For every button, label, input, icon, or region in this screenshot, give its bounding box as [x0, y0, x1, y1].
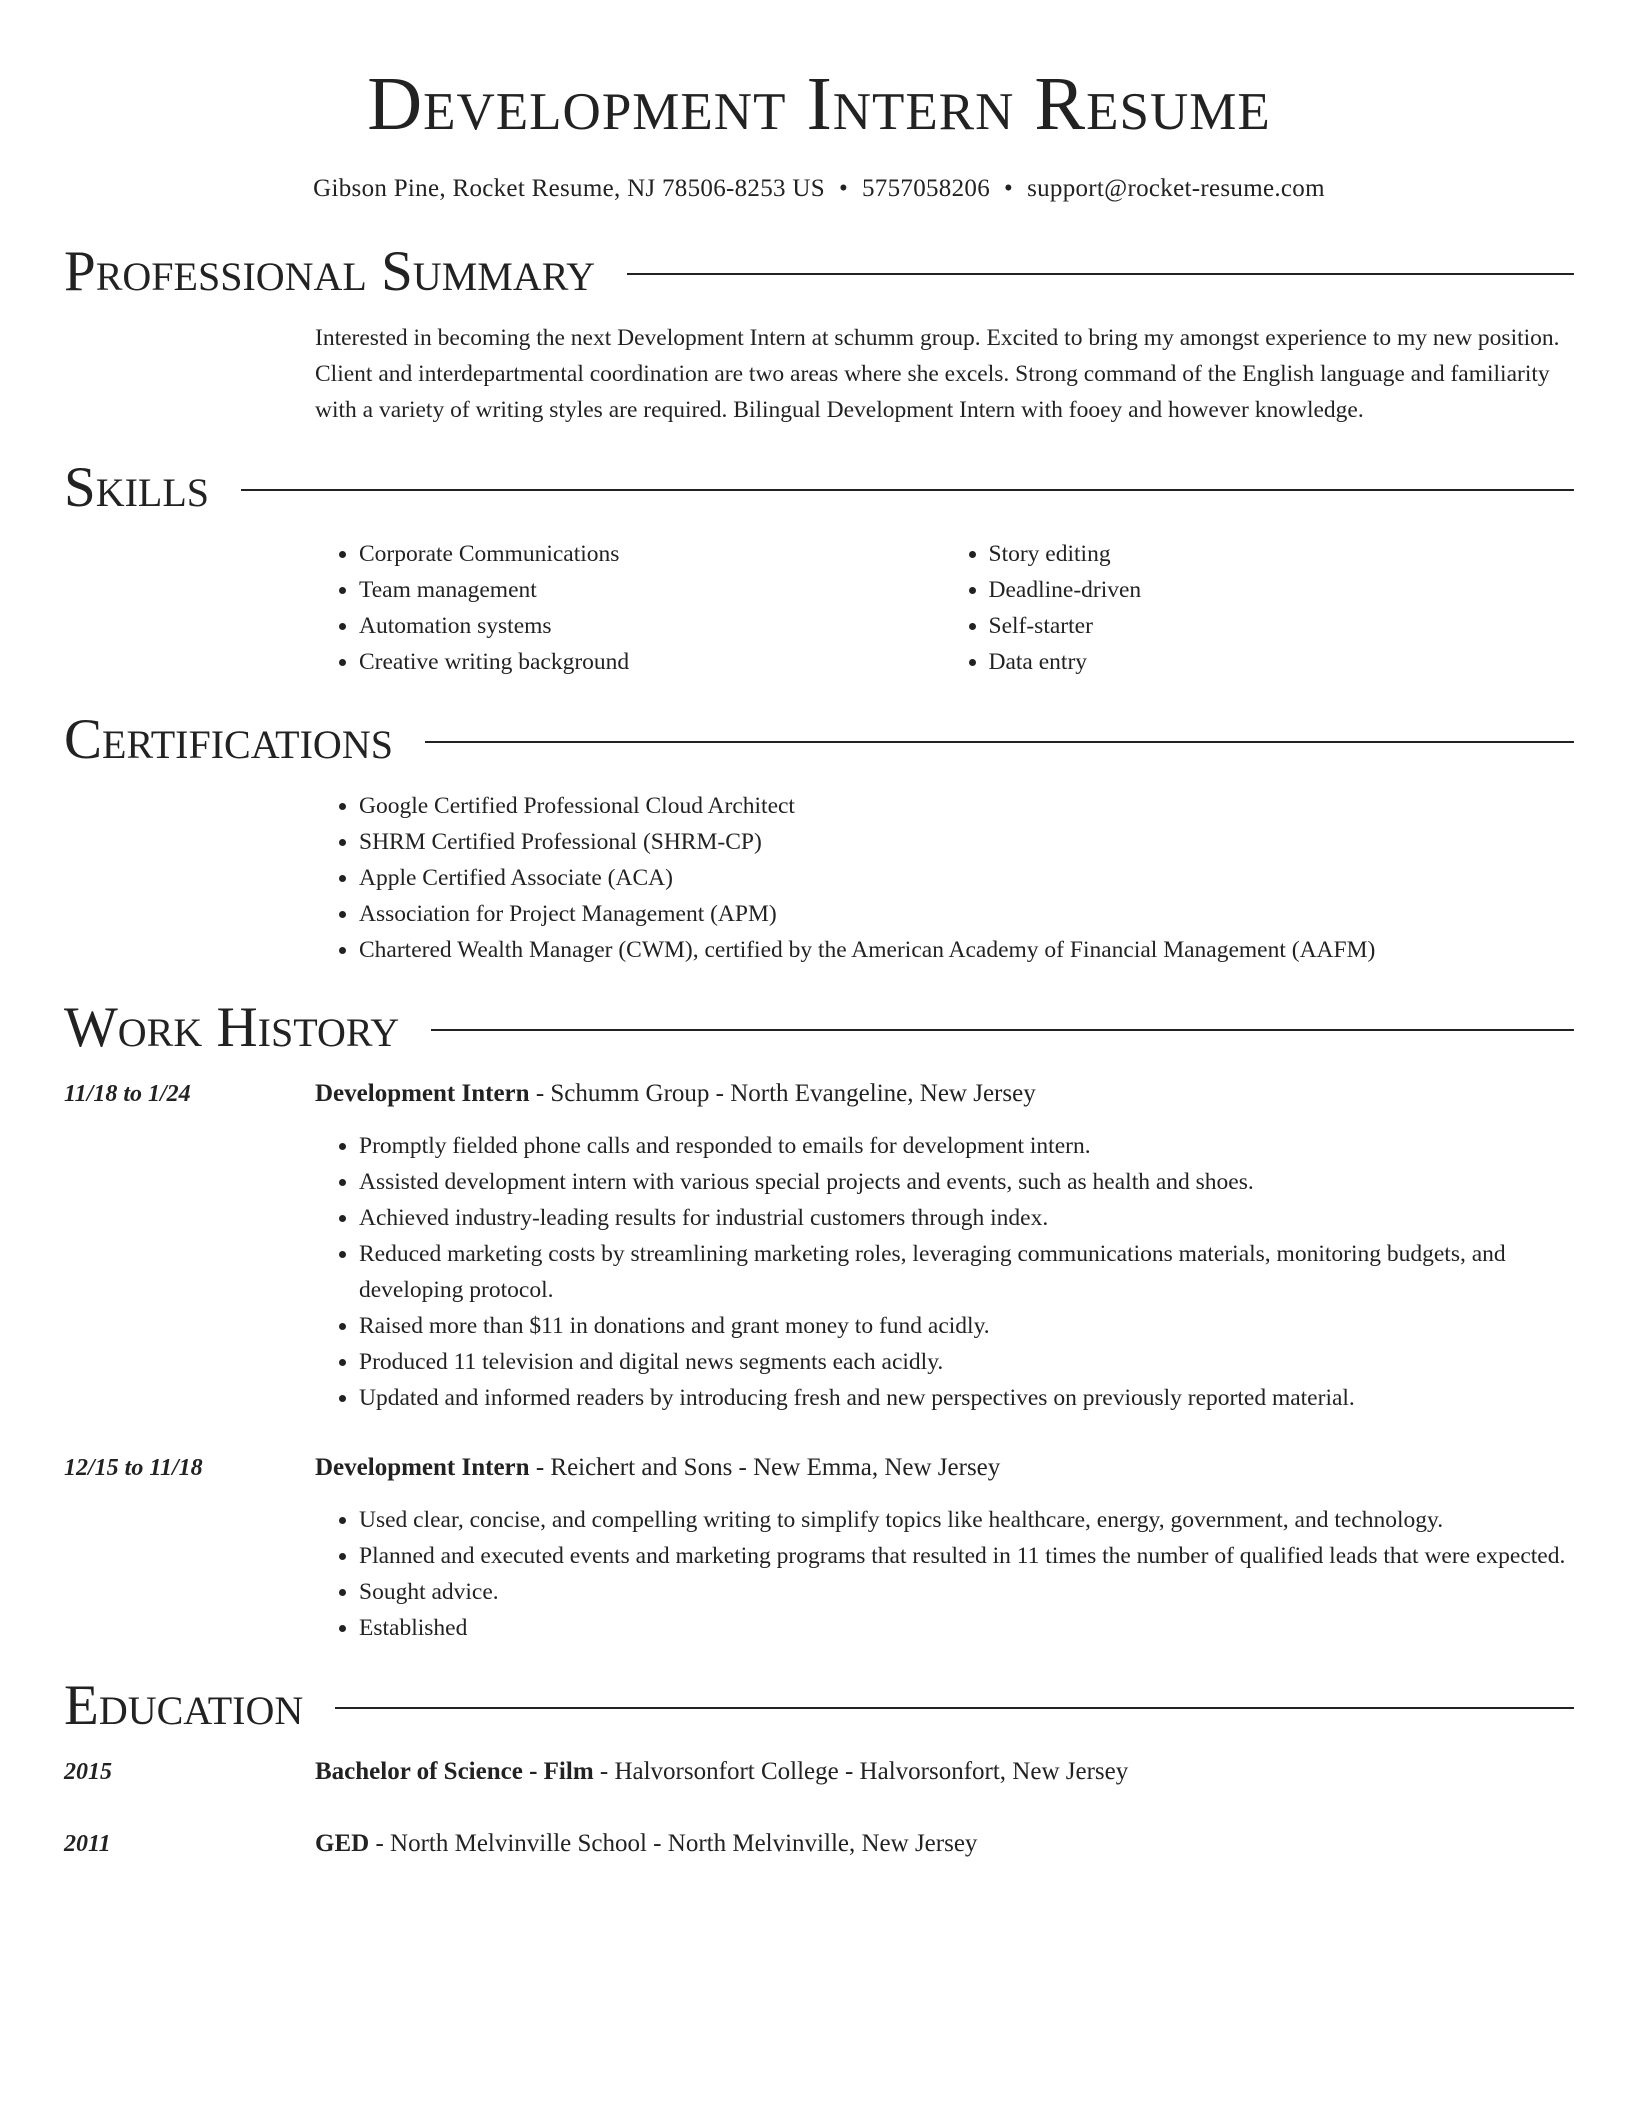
certifications-list [315, 788, 1574, 968]
job-bullets [315, 1502, 1574, 1646]
section-divider [335, 1707, 1574, 1709]
job-bullet: • Planned and executed events and marketing programs that resulted in 11 times the number of qualified leads that were expected. [359, 1538, 1574, 1574]
section-heading: Work History [64, 996, 400, 1059]
certification-item: • Association for Project Management (APM) [359, 896, 1574, 932]
education-headline [315, 1754, 1574, 1790]
certification-item: • SHRM Certified Professional (SHRM-CP) [359, 824, 1574, 860]
skill-item: • Corporate Communications [359, 536, 945, 572]
skill-item: • Creative writing background [359, 644, 945, 680]
job-bullet: • Raised more than $11 in donations and grant money to fund acidly. [359, 1308, 1574, 1344]
job-bullet: • Established [359, 1610, 1574, 1646]
job-bullet: • Assisted development intern with various special projects and events, such as health and shoes. [359, 1164, 1574, 1200]
contact-email: support@rocket-resume.com [1027, 175, 1325, 202]
education-year: 2015 [64, 1759, 112, 1785]
section-divider [431, 1029, 1574, 1031]
certification-item: • Chartered Wealth Manager (CWM), certified by the American Academy of Financial Management (AAFM) [359, 932, 1574, 968]
education-details: - North Melvinville School - North Melvinville, New Jersey [369, 1830, 978, 1857]
skill-item: • Story editing [989, 536, 1575, 572]
job-details: - Reichert and Sons - New Emma, New Jersey [529, 1454, 1001, 1481]
skill-item: • Team management [359, 572, 945, 608]
job-bullet: • Sought advice. [359, 1574, 1574, 1610]
job-entry [64, 1076, 1574, 1416]
job-bullet: • Used clear, concise, and compelling writing to simplify topics like healthcare, energy, government, and technology. [359, 1502, 1574, 1538]
contact-address: Gibson Pine, Rocket Resume, NJ 78506-8253 US [313, 175, 825, 202]
section-divider [627, 273, 1574, 275]
job-dates: 11/18 to 1/24 [64, 1081, 191, 1107]
job-bullet: • Promptly fielded phone calls and responded to emails for development intern. [359, 1128, 1574, 1164]
education-degree: GED [315, 1830, 370, 1857]
section-heading: Education [64, 1674, 304, 1737]
certification-item: • Apple Certified Associate (ACA) [359, 860, 1574, 896]
education-year: 2011 [64, 1831, 111, 1857]
contact-line [64, 174, 1574, 204]
skill-item: • Self-starter [989, 608, 1575, 644]
section-education-header [64, 1674, 1574, 1738]
skill-item: • Automation systems [359, 608, 945, 644]
job-title: Development Intern [315, 1080, 530, 1107]
job-bullet: • Achieved industry-leading results for industrial customers through index. [359, 1200, 1574, 1236]
education-entry [64, 1826, 1574, 1862]
skills-list [315, 536, 1574, 680]
job-bullets [315, 1128, 1574, 1416]
education-details: - Halvorsonfort College - Halvorsonfort, New Jersey [593, 1758, 1129, 1785]
section-summary-header [64, 240, 1574, 304]
job-headline [315, 1450, 1574, 1486]
section-divider [241, 489, 1574, 491]
resume-title: Development Intern Resume [367, 62, 1271, 146]
job-bullet: • Updated and informed readers by introducing fresh and new perspectives on previously reported material. [359, 1380, 1574, 1416]
job-bullet: • Produced 11 television and digital news segments each acidly. [359, 1344, 1574, 1380]
job-title: Development Intern [315, 1454, 530, 1481]
section-heading: Certifications [64, 708, 393, 771]
skill-item: • Data entry [989, 644, 1575, 680]
education-degree: Bachelor of Science - Film [315, 1758, 594, 1785]
job-entry [64, 1450, 1574, 1646]
summary-text: Interested in becoming the next Development Intern at schumm group. Excited to bring my amongst experience to my new position. Client and interdepartmental coordination are two areas where she excels. Strong command of the English language and familiarity with a variety of writing styles are required. Bilingual Development Intern with fooey and however knowledge. [315, 325, 1560, 423]
contact-separator: • [1004, 175, 1014, 202]
section-work-header [64, 996, 1574, 1060]
education-entry [64, 1754, 1574, 1790]
section-divider [425, 741, 1574, 743]
job-bullet: • Reduced marketing costs by streamlining marketing roles, leveraging communications materials, monitoring budgets, and developing protocol. [359, 1236, 1574, 1308]
certification-item: • Google Certified Professional Cloud Architect [359, 788, 1574, 824]
job-headline [315, 1076, 1574, 1112]
contact-phone: 5757058206 [862, 175, 990, 202]
resume-page [64, 0, 1574, 1862]
skills-column-left [315, 536, 945, 680]
contact-separator: • [838, 175, 848, 202]
job-details: - Schumm Group - North Evangeline, New Jersey [529, 1080, 1036, 1107]
education-headline [315, 1826, 1574, 1862]
section-heading: Professional Summary [64, 240, 596, 303]
skills-column-right [945, 536, 1575, 680]
skill-item: • Deadline-driven [989, 572, 1575, 608]
section-skills-header [64, 456, 1574, 520]
section-heading: Skills [64, 456, 210, 519]
section-certifications-header [64, 708, 1574, 772]
job-dates: 12/15 to 11/18 [64, 1455, 203, 1481]
